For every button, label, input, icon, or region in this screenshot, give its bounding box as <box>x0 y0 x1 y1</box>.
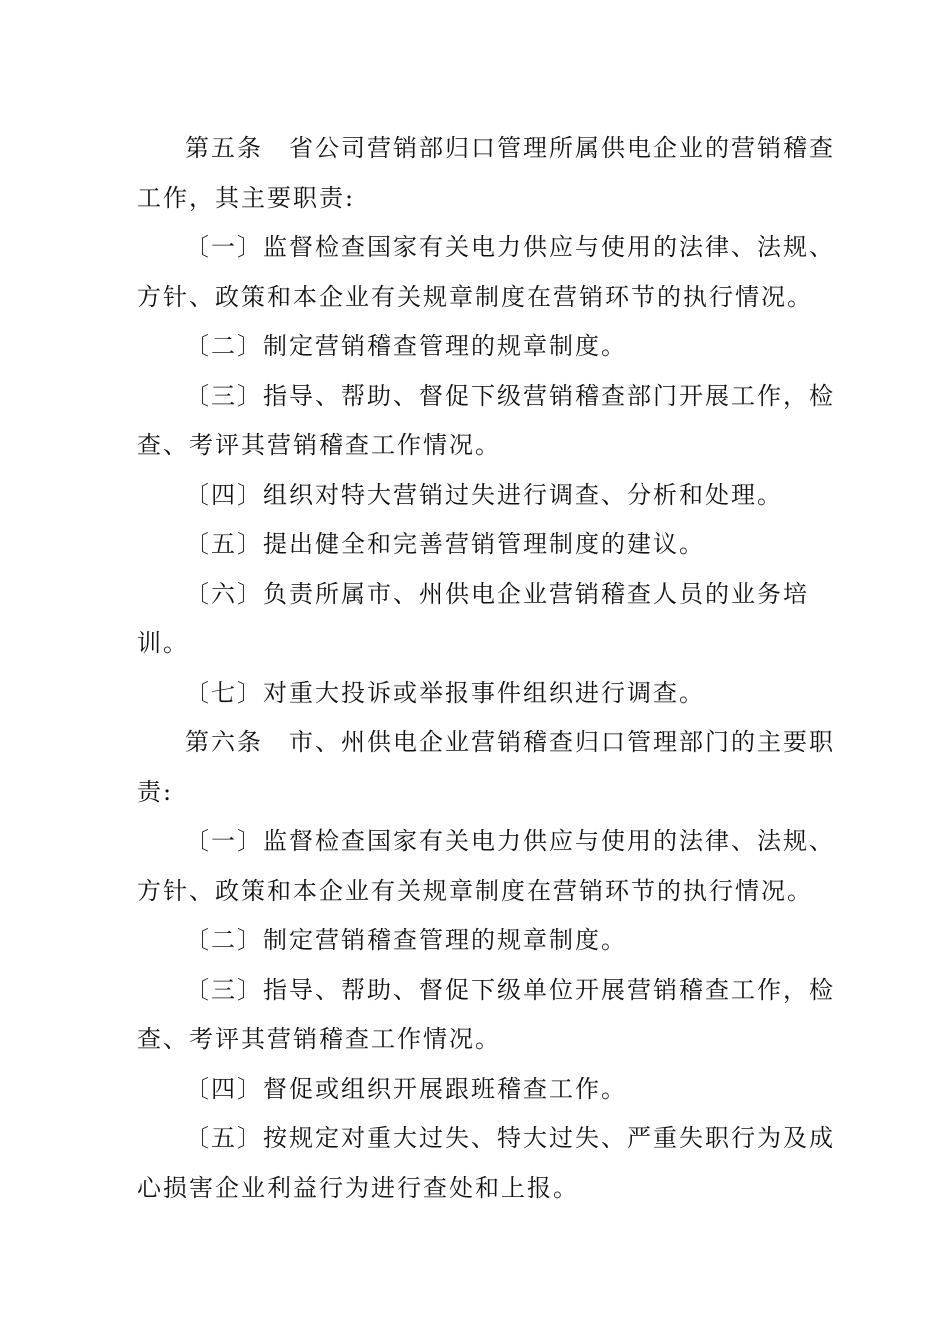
article-6-item-5: 〔五〕按规定对重大过失、特大过失、严重失职行为及成心损害企业利益行为进行查处和上报。 <box>137 1124 835 1202</box>
article-5-item-2: 〔二〕制定营销稽查管理的规章制度。 <box>185 332 627 360</box>
article-6-heading: 第六条 市、州供电企业营销稽查归口管理部门的主要职责: <box>137 728 835 806</box>
article-5-item-7: 〔七〕对重大投诉或举报事件组织进行调查。 <box>185 678 705 707</box>
article-5-heading: 第五条 省公司营销部归口管理所属供电企业的营销稽查工作，其主要职责: <box>137 134 835 212</box>
article-5-item-6: 〔六〕负责所属市、州供电企业营销稽查人员的业务培训。 <box>137 579 809 657</box>
article-6-item-4: 〔四〕督促或组织开展跟班稽查工作。 <box>185 1074 627 1103</box>
article-6-item-2: 〔二〕制定营销稽查管理的规章制度。 <box>185 926 627 954</box>
article-5-item-3: 〔三〕指导、帮助、督促下级营销稽查部门开展工作，检查、考评其营销稽查工作情况。 <box>137 381 835 459</box>
article-5-item-5: 〔五〕提出健全和完善营销管理制度的建议。 <box>185 530 705 558</box>
document-body <box>137 124 837 1213</box>
article-6-item-3: 〔三〕指导、帮助、督促下级单位开展营销稽查工作，检查、考评其营销稽查工作情况。 <box>137 975 835 1053</box>
article-6-item-1: 〔一〕监督检查国家有关电力供应与使用的法律、法规、方针、政策和本企业有关规章制度在营销环节的执行情况。 <box>137 827 835 905</box>
article-5-item-1: 〔一〕监督检查国家有关电力供应与使用的法律、法规、方针、政策和本企业有关规章制度在营销环节的执行情况。 <box>137 233 835 311</box>
article-5-item-4: 〔四〕组织对特大营销过失进行调查、分析和处理。 <box>185 480 783 509</box>
